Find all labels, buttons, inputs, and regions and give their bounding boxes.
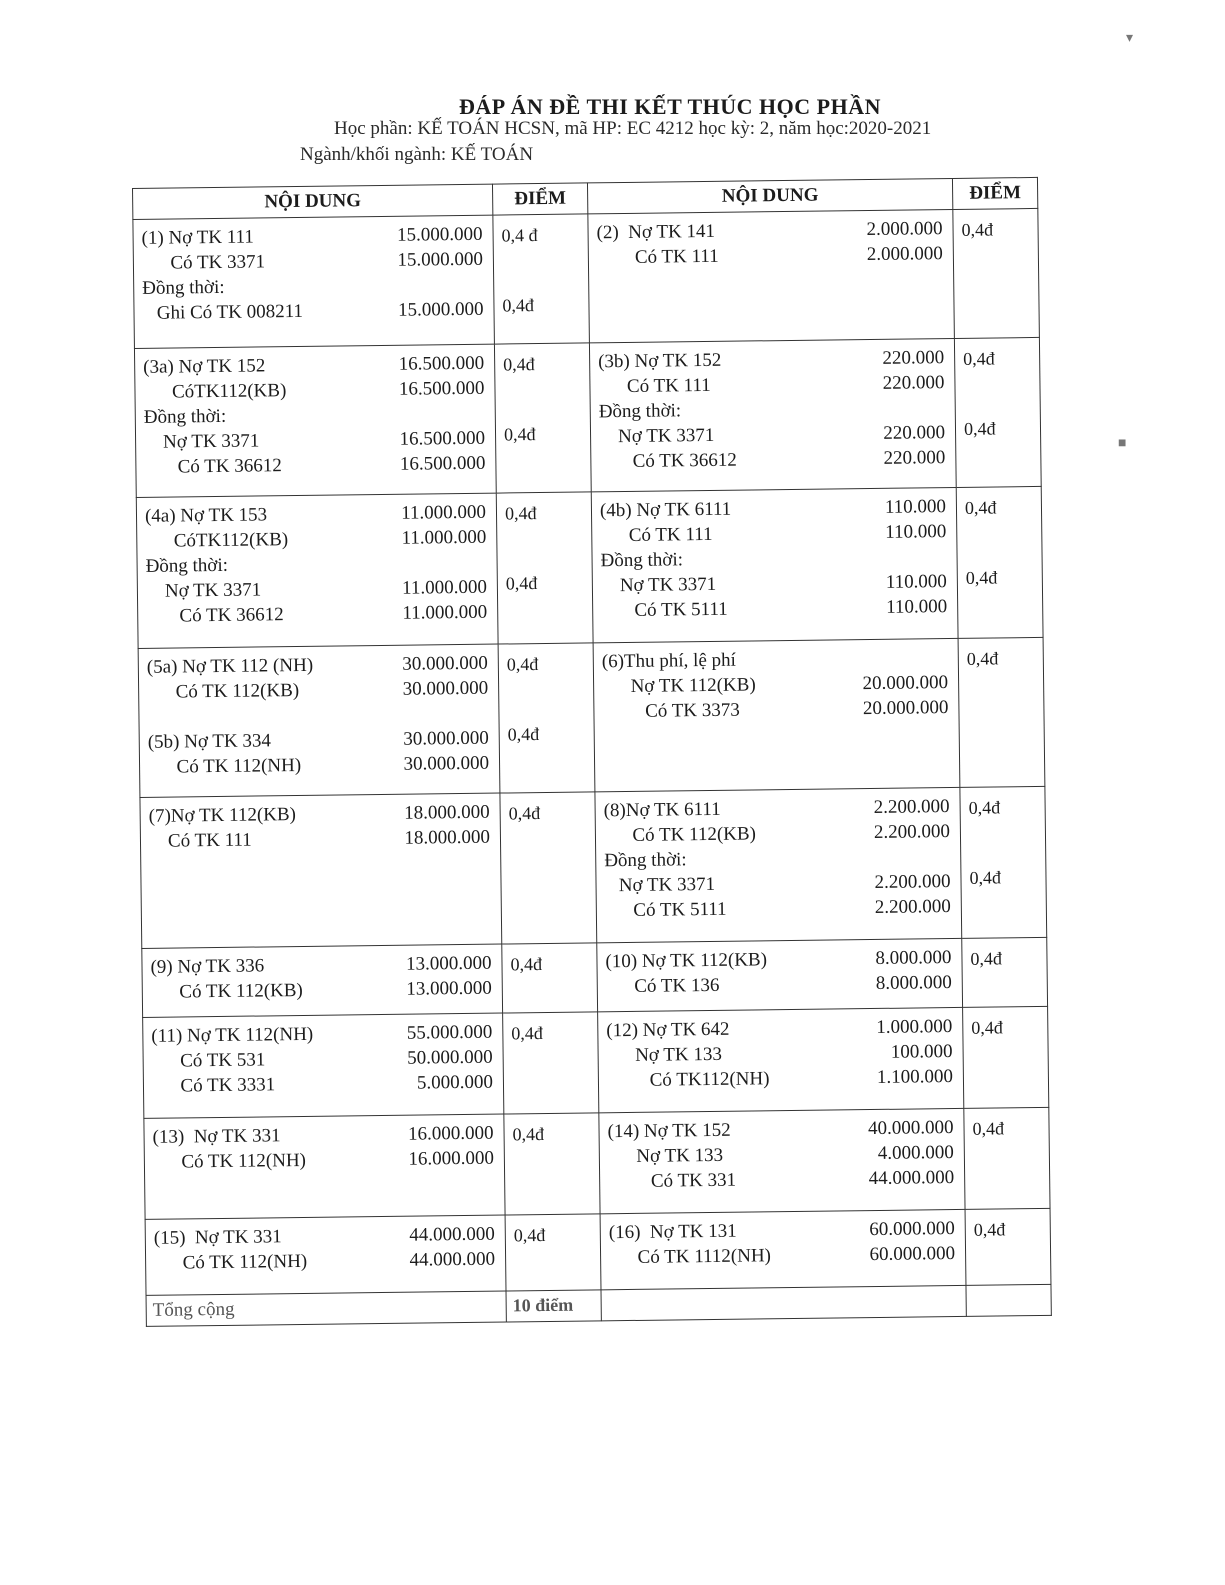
account-label: Có TK 5111 bbox=[601, 598, 728, 622]
entry-cell-left bbox=[142, 944, 503, 1017]
entry-line bbox=[597, 241, 947, 270]
entry-line bbox=[143, 376, 488, 405]
account-label: Đồng thời: bbox=[600, 549, 684, 572]
journal-entry bbox=[142, 945, 502, 1011]
account-label: Có TK 112(KB) bbox=[603, 823, 757, 847]
account-label: Có TK 531 bbox=[151, 1049, 266, 1072]
account-label: Có TK 3331 bbox=[151, 1074, 276, 1097]
amount-value: 60.000.000 bbox=[869, 1243, 956, 1266]
amount-value: 60.000.000 bbox=[869, 1218, 955, 1241]
entry-line bbox=[145, 525, 490, 554]
amount-value: 13.000.000 bbox=[405, 952, 492, 975]
page-title: ĐÁP ÁN ĐỀ THI KẾT THÚC HỌC PHẦN bbox=[459, 94, 881, 119]
total-empty bbox=[601, 1285, 966, 1320]
account-label: Nợ TK 133 bbox=[606, 1043, 723, 1067]
account-label: (4b) Nợ TK 6111 bbox=[599, 498, 732, 522]
header-content-right: NỘI DUNG bbox=[587, 178, 952, 213]
account-label: (5a) Nợ TK 112 (NH) bbox=[146, 654, 314, 678]
amount-value: 220.000 bbox=[882, 372, 945, 394]
answer-table-sheet bbox=[132, 177, 1051, 1327]
account-label: Đồng thời: bbox=[145, 554, 229, 577]
entry-cell-right bbox=[598, 1007, 964, 1112]
amount-value: 16.500.000 bbox=[399, 427, 486, 450]
account-label: CóTK112(KB) bbox=[143, 380, 287, 403]
score-cell-left bbox=[503, 1012, 599, 1114]
score-cell-left bbox=[494, 343, 591, 493]
amount-value: 40.000.000 bbox=[867, 1117, 954, 1140]
amount-value: 2.000.000 bbox=[866, 218, 943, 241]
journal-entry bbox=[137, 494, 498, 635]
amount-value bbox=[946, 544, 950, 569]
account-label: (13) Nợ TK 331 bbox=[152, 1125, 281, 1148]
entry-line bbox=[147, 676, 492, 705]
amount-value: 2.000.000 bbox=[866, 243, 943, 266]
amount-value: 220.000 bbox=[883, 422, 946, 444]
account-label: (16) Nợ TK 131 bbox=[608, 1220, 737, 1244]
score-value: 0,4đ bbox=[966, 648, 999, 669]
amount-value: 13.000.000 bbox=[406, 977, 492, 1000]
score-cell-left bbox=[493, 214, 590, 344]
amount-value: 11.000.000 bbox=[401, 526, 487, 549]
amount-value: 16.500.000 bbox=[398, 352, 485, 375]
journal-entry bbox=[139, 645, 500, 786]
amount-value: 110.000 bbox=[885, 571, 947, 593]
amount-value bbox=[485, 401, 489, 426]
entry-cell-left bbox=[133, 215, 495, 348]
entry-cell-right bbox=[591, 487, 958, 642]
entry-cell-left bbox=[138, 644, 500, 797]
account-label: Đồng thời: bbox=[598, 400, 682, 423]
amount-value: 220.000 bbox=[883, 447, 946, 469]
journal-entry bbox=[592, 488, 958, 629]
score-value: 0,4đ bbox=[963, 418, 996, 439]
amount-value bbox=[948, 645, 952, 670]
account-label: (6)Thu phí, lệ phí bbox=[601, 649, 736, 673]
account-label: Đồng thời: bbox=[143, 405, 227, 428]
score-value: 0,4đ bbox=[511, 1023, 543, 1044]
entry-line bbox=[148, 751, 493, 780]
entry-cell-right bbox=[595, 787, 962, 942]
entry-line bbox=[144, 451, 489, 480]
journal-entry bbox=[135, 345, 496, 486]
amount-value: 30.000.000 bbox=[403, 727, 489, 750]
header-score-left: ĐIỂM bbox=[492, 183, 587, 215]
account-label: Có TK 112(NH) bbox=[154, 1250, 308, 1274]
journal-entry bbox=[594, 639, 959, 730]
account-label: Nợ TK 3371 bbox=[598, 424, 715, 448]
entry-line bbox=[600, 519, 950, 548]
amount-value: 50.000.000 bbox=[407, 1046, 493, 1069]
amount-value: 30.000.000 bbox=[403, 752, 490, 775]
scan-mark-icon: ▾ bbox=[1126, 31, 1134, 46]
entry-line bbox=[601, 594, 951, 623]
amount-value: 100.000 bbox=[890, 1041, 953, 1063]
journal-entry bbox=[143, 1014, 503, 1105]
account-label: (7)Nợ TK 112(KB) bbox=[148, 804, 297, 827]
entry-line bbox=[607, 1064, 957, 1093]
account-label: (12) Nợ TK 642 bbox=[606, 1018, 730, 1042]
entry-line bbox=[609, 1241, 959, 1270]
journal-entry bbox=[588, 210, 953, 276]
table-row bbox=[144, 1107, 1050, 1219]
score-value: 0,4đ bbox=[510, 954, 543, 975]
total-label: Tổng cộng bbox=[146, 1291, 506, 1326]
account-label: (10) Nợ TK 112(KB) bbox=[605, 949, 768, 973]
account-label: Có TK 111 bbox=[596, 245, 719, 269]
score-cell-right bbox=[965, 1208, 1051, 1285]
entry-line bbox=[149, 825, 494, 854]
account-label: (14) Nợ TK 152 bbox=[607, 1119, 731, 1143]
score-cell-left bbox=[496, 492, 593, 644]
account-label: Có TK 36612 bbox=[146, 604, 284, 627]
score-value: 0,4đ bbox=[971, 1017, 1003, 1038]
amount-value: 5.000.000 bbox=[416, 1071, 494, 1094]
amount-value: 44.000.000 bbox=[409, 1248, 496, 1271]
score-cell-right bbox=[960, 786, 1047, 938]
score-value: 0,4đ bbox=[972, 1118, 1005, 1139]
account-label: Có TK 111 bbox=[148, 829, 252, 852]
score-value: 0,4đ bbox=[513, 1225, 546, 1246]
account-label: (9) Nợ TK 336 bbox=[150, 955, 265, 978]
account-label: (1) Nợ TK 111 bbox=[141, 226, 254, 249]
score-cell-right bbox=[954, 337, 1041, 487]
total-empty bbox=[966, 1284, 1051, 1316]
account-label: Có TK 36612 bbox=[144, 455, 282, 478]
score-value: 0,4đ bbox=[512, 1124, 545, 1145]
amount-value: 20.000.000 bbox=[862, 697, 949, 720]
entry-line bbox=[142, 247, 487, 276]
journal-entry bbox=[590, 339, 956, 480]
score-value: 0,4đ bbox=[508, 803, 541, 824]
score-value: 0,4đ bbox=[969, 867, 1002, 888]
account-label: Nợ TK 3371 bbox=[600, 573, 717, 597]
account-label: (3a) Nợ TK 152 bbox=[143, 355, 266, 378]
amount-value bbox=[950, 844, 954, 869]
entry-line bbox=[154, 1247, 499, 1276]
score-value: 0,4đ bbox=[964, 497, 997, 518]
answer-table bbox=[132, 177, 1052, 1327]
amount-value: 2.200.000 bbox=[873, 796, 950, 818]
score-cell-right bbox=[953, 208, 1040, 338]
account-label: (4a) Nợ TK 153 bbox=[144, 504, 268, 527]
entry-cell-left bbox=[145, 1215, 506, 1295]
amount-value: 16.500.000 bbox=[398, 377, 485, 400]
amount-value bbox=[945, 395, 949, 420]
entry-line bbox=[608, 1165, 958, 1194]
amount-value: 110.000 bbox=[885, 521, 947, 543]
entry-line bbox=[152, 1070, 497, 1099]
amount-value: 20.000.000 bbox=[862, 672, 949, 695]
amount-value: 18.000.000 bbox=[404, 826, 491, 849]
score-value: 0,4đ bbox=[503, 354, 535, 375]
amount-value: 2.200.000 bbox=[874, 871, 951, 893]
score-value: 0,4đ bbox=[503, 424, 536, 445]
entry-line bbox=[606, 970, 956, 999]
score-value: 0,4đ bbox=[968, 797, 1001, 818]
amount-value: 16.000.000 bbox=[407, 1122, 494, 1145]
journal-entry bbox=[601, 1210, 966, 1276]
account-label: Có TK 136 bbox=[605, 974, 720, 998]
score-cell-left bbox=[505, 1214, 601, 1291]
account-label: (5b) Nợ TK 334 bbox=[147, 730, 272, 753]
entry-line bbox=[602, 695, 952, 724]
journal-entry bbox=[597, 939, 962, 1005]
account-label: Ghi Có TK 008211 bbox=[142, 300, 304, 324]
account-label: Có TK 112(NH) bbox=[147, 754, 302, 778]
account-label: Đồng thời: bbox=[604, 849, 687, 872]
amount-value: 11.000.000 bbox=[401, 501, 487, 524]
entry-line bbox=[599, 445, 949, 474]
score-cell-left bbox=[500, 792, 597, 944]
amount-value: 15.000.000 bbox=[397, 298, 484, 321]
account-label: (11) Nợ TK 112(NH) bbox=[151, 1023, 314, 1047]
total-score: 10 điểm bbox=[506, 1290, 601, 1322]
score-value: 0,4đ bbox=[504, 503, 537, 524]
amount-value: 220.000 bbox=[882, 347, 945, 369]
amount-value: 8.000.000 bbox=[875, 947, 952, 969]
amount-value: 15.000.000 bbox=[396, 223, 483, 246]
table-row bbox=[138, 637, 1045, 797]
course-info: Học phần: KẾ TOÁN HCSN, mã HP: EC 4212 học kỳ: 2, năm học:2020-2021 bbox=[334, 118, 932, 139]
score-value: 0,4đ bbox=[506, 654, 539, 675]
amount-value bbox=[488, 701, 492, 726]
journal-entry bbox=[595, 788, 961, 929]
amount-value: 44.000.000 bbox=[868, 1167, 955, 1190]
amount-value: 18.000.000 bbox=[404, 801, 490, 824]
account-label: Nợ TK 3371 bbox=[143, 430, 260, 453]
entry-cell-left bbox=[143, 1013, 504, 1118]
amount-value: 8.000.000 bbox=[875, 972, 952, 994]
entry-cell-right bbox=[593, 638, 960, 791]
score-value: 0,4đ bbox=[965, 567, 998, 588]
score-value: 0,4đ bbox=[970, 948, 1003, 969]
journal-entry bbox=[599, 1109, 964, 1200]
account-label: (3b) Nợ TK 152 bbox=[598, 349, 722, 373]
amount-value: 16.000.000 bbox=[408, 1147, 495, 1170]
entry-cell-left bbox=[144, 1114, 505, 1219]
entry-cell-right bbox=[599, 1108, 965, 1213]
entry-cell-right bbox=[588, 209, 955, 342]
amount-value: 30.000.000 bbox=[402, 652, 488, 675]
score-cell-right bbox=[958, 637, 1045, 787]
score-cell-right bbox=[963, 1006, 1049, 1108]
major-info: Ngành/khối ngành: KẾ TOÁN bbox=[300, 144, 534, 165]
account-label: Có TK 3373 bbox=[602, 699, 740, 723]
scan-mark-icon: ■ bbox=[1118, 436, 1127, 451]
account-label: Có TK 1112(NH) bbox=[608, 1245, 772, 1269]
account-label: (2) Nợ TK 141 bbox=[596, 220, 716, 244]
amount-value: 11.000.000 bbox=[401, 576, 488, 599]
score-cell-right bbox=[962, 937, 1048, 1007]
entry-line bbox=[146, 600, 491, 629]
amount-value: 1.000.000 bbox=[876, 1016, 953, 1038]
amount-value: 110.000 bbox=[886, 596, 948, 618]
amount-value: 4.000.000 bbox=[877, 1142, 954, 1164]
entry-line bbox=[142, 297, 487, 326]
amount-value: 15.000.000 bbox=[397, 248, 484, 271]
journal-entry bbox=[133, 216, 493, 332]
table-row bbox=[133, 208, 1040, 348]
score-value: 0,4đ bbox=[507, 724, 540, 745]
score-cell-right bbox=[964, 1107, 1050, 1209]
account-label: Nợ TK 112(KB) bbox=[602, 674, 756, 698]
account-label: Có TK 112(KB) bbox=[147, 679, 300, 703]
amount-value: 16.500.000 bbox=[399, 452, 486, 475]
journal-entry bbox=[146, 1216, 506, 1282]
table-row bbox=[142, 937, 1048, 1017]
account-label: Nợ TK 3371 bbox=[604, 873, 716, 897]
account-label: Có TK 5111 bbox=[604, 898, 727, 922]
entry-line bbox=[598, 370, 948, 399]
score-value: 0,4 đ bbox=[501, 225, 538, 246]
account-label: (8)Nợ TK 6111 bbox=[603, 798, 721, 822]
amount-value: 11.000.000 bbox=[402, 601, 488, 624]
entry-cell-left bbox=[140, 793, 502, 948]
account-label: Có TK 111 bbox=[598, 374, 711, 398]
score-value: 0,4đ bbox=[973, 1219, 1006, 1240]
table-row bbox=[136, 486, 1043, 648]
account-label: Nợ TK 3371 bbox=[145, 579, 262, 602]
amount-value: 1.100.000 bbox=[876, 1066, 954, 1088]
account-label: Có TK 3371 bbox=[141, 251, 266, 274]
entry-line bbox=[151, 976, 496, 1005]
score-cell-left bbox=[502, 943, 598, 1013]
amount-value: 2.200.000 bbox=[873, 821, 951, 843]
score-value: 0,4đ bbox=[505, 573, 538, 594]
entry-cell-right bbox=[597, 938, 963, 1011]
amount-value: 110.000 bbox=[884, 496, 947, 518]
entry-cell-left bbox=[134, 344, 496, 497]
score-cell-left bbox=[498, 643, 595, 793]
entry-cell-right bbox=[589, 338, 956, 491]
header-score-right: ĐIỂM bbox=[952, 177, 1037, 209]
table-body bbox=[133, 208, 1051, 1295]
account-label: Có TK 112(NH) bbox=[152, 1149, 307, 1173]
score-value: 0,4đ bbox=[963, 348, 995, 369]
score-value: 0,4đ bbox=[502, 295, 535, 316]
entry-cell-left bbox=[136, 493, 498, 648]
table-row bbox=[140, 786, 1047, 948]
amount-value: 55.000.000 bbox=[406, 1021, 493, 1044]
amount-value: 44.000.000 bbox=[409, 1223, 495, 1246]
amount-value: 2.200.000 bbox=[874, 896, 951, 918]
journal-entry bbox=[144, 1115, 504, 1181]
journal-entry bbox=[598, 1008, 963, 1099]
amount-value: 30.000.000 bbox=[402, 677, 489, 700]
score-value: 0,4đ bbox=[961, 219, 994, 240]
table-row bbox=[143, 1006, 1049, 1118]
entry-cell-right bbox=[600, 1209, 966, 1289]
account-label: Có TK 36612 bbox=[599, 449, 737, 473]
account-label: CóTK112(KB) bbox=[145, 529, 289, 552]
entry-line bbox=[605, 894, 955, 923]
entry-line bbox=[604, 819, 954, 848]
amount-value bbox=[483, 272, 487, 297]
account-label: Có TK112(NH) bbox=[606, 1068, 770, 1092]
table-row bbox=[134, 337, 1041, 497]
account-label: (15) Nợ TK 331 bbox=[153, 1226, 282, 1249]
journal-entry bbox=[140, 794, 500, 860]
account-label: Có TK 112(KB) bbox=[150, 979, 303, 1003]
account-label: Đồng thời: bbox=[142, 276, 225, 299]
account-label: Có TK 111 bbox=[600, 523, 713, 547]
score-cell-left bbox=[504, 1113, 600, 1215]
entry-line bbox=[153, 1146, 498, 1175]
header-content-left: NỘI DUNG bbox=[133, 184, 493, 219]
table-row bbox=[145, 1208, 1051, 1295]
account-label: Nợ TK 133 bbox=[607, 1144, 724, 1168]
account-label: Có TK 331 bbox=[608, 1169, 737, 1193]
amount-value bbox=[486, 550, 490, 575]
score-cell-right bbox=[956, 486, 1043, 638]
